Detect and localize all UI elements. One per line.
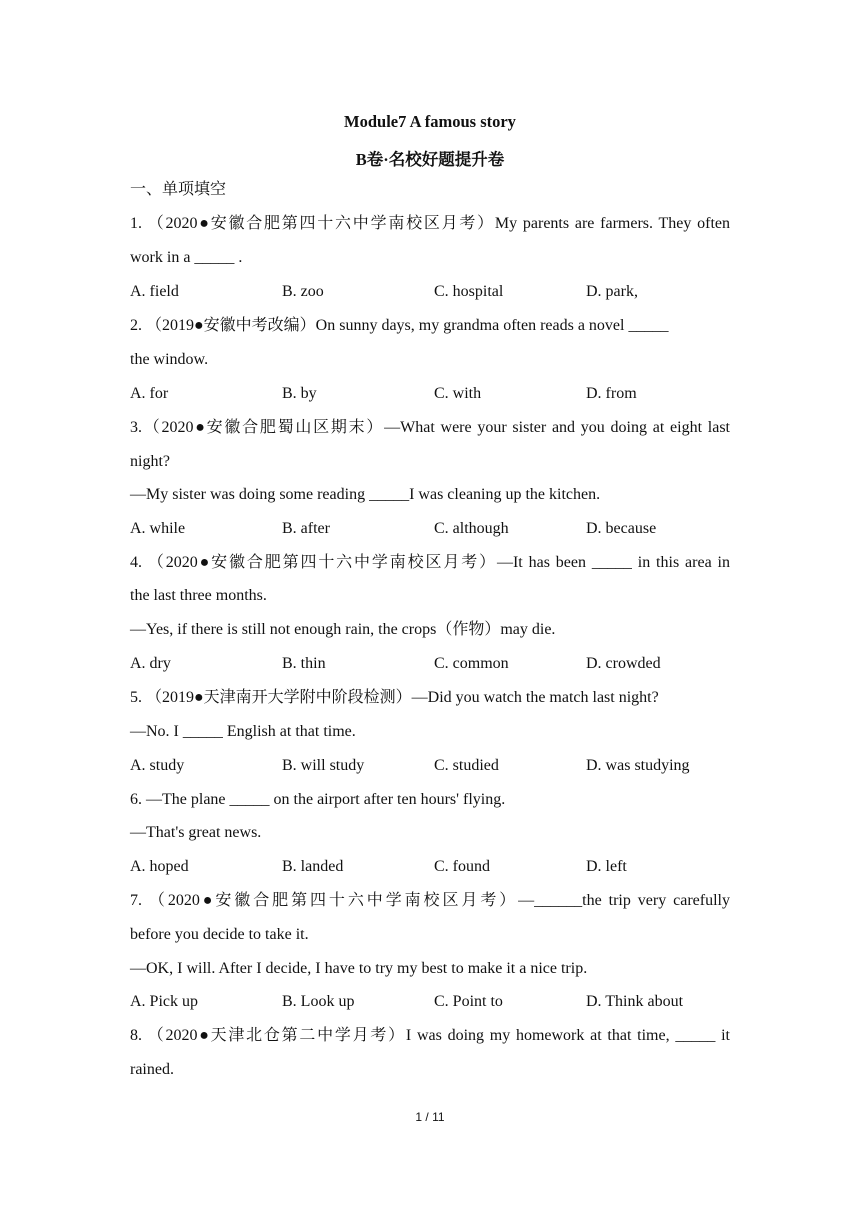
option-c: C. hospital [434, 283, 504, 300]
option-b: B. thin [282, 655, 326, 672]
question-4-options [130, 654, 750, 674]
section-heading: 一、单项填空 [130, 181, 227, 198]
question-3-options [130, 519, 750, 539]
question-6-stem-line-2: —That's great news. [130, 824, 262, 841]
question-4-stem-line-3: —Yes, if there is still not enough rain, the crops（作物）may die. [130, 621, 556, 638]
question-8-stem-line-1: 8. （2020●天津北仓第二中学月考）I was doing my homework at that time, _____ it [130, 1027, 730, 1044]
question-2-options [130, 384, 750, 404]
document-subtitle: B卷·名校好题提升卷 [355, 150, 505, 169]
question-5-stem-line-1: 5. （2019●天津南开大学附中阶段检测）—Did you watch the match last night? [130, 689, 659, 706]
option-a: A. field [130, 283, 179, 300]
option-c: C. although [434, 520, 509, 537]
option-c: C. studied [434, 757, 499, 774]
document-title: Module7 A famous story [344, 112, 516, 131]
question-7-stem-line-2: before you decide to take it. [130, 926, 309, 943]
question-2-stem-line-1: 2. （2019●安徽中考改编）On sunny days, my grandma often reads a novel _____ [130, 317, 669, 334]
question-2-stem-line-2: the window. [130, 351, 209, 368]
option-d: D. left [586, 858, 627, 875]
question-3-stem-line-1: 3.（2020●安徽合肥蜀山区期末）—What were your sister and you doing at eight last [130, 419, 730, 436]
question-7-stem-line-1: 7. （2020●安徽合肥第四十六中学南校区月考）—______the trip very carefully [130, 892, 730, 909]
question-6-stem-line-1: 6. —The plane _____ on the airport after ten hours' flying. [130, 791, 506, 808]
option-c: C. common [434, 655, 509, 672]
option-a: A. study [130, 757, 185, 774]
option-b: B. by [282, 385, 317, 402]
option-b: B. zoo [282, 283, 324, 300]
option-a: A. dry [130, 655, 171, 672]
question-3-stem-line-2: night? [130, 453, 170, 470]
question-1-stem-line-1: 1. （2020●安徽合肥第四十六中学南校区月考）My parents are farmers. They often [130, 215, 730, 232]
question-1-stem-line-2: work in a _____ . [130, 249, 243, 266]
option-d: D. park, [586, 283, 638, 300]
option-d: D. was studying [586, 757, 690, 774]
option-d: D. from [586, 385, 637, 402]
option-a: A. while [130, 520, 186, 537]
option-c: C. with [434, 385, 482, 402]
option-a: A. for [130, 385, 169, 402]
option-d: D. because [586, 520, 657, 537]
question-3-stem-line-3: —My sister was doing some reading _____I was cleaning up the kitchen. [130, 486, 601, 503]
option-d: D. Think about [586, 993, 684, 1010]
option-a: A. Pick up [130, 993, 198, 1010]
option-b: B. Look up [282, 993, 355, 1010]
option-c: C. Point to [434, 993, 503, 1010]
question-1-options [130, 282, 750, 302]
option-b: B. will study [282, 757, 365, 774]
question-7-stem-line-3: —OK, I will. After I decide, I have to try my best to make it a nice trip. [130, 960, 588, 977]
question-4-stem-line-2: the last three months. [130, 587, 267, 604]
question-8-stem-line-2: rained. [130, 1061, 174, 1078]
option-b: B. landed [282, 858, 344, 875]
option-b: B. after [282, 520, 330, 537]
page-number: 1 / 11 [415, 1110, 445, 1124]
option-c: C. found [434, 858, 490, 875]
question-5-options [130, 756, 750, 776]
question-5-stem-line-2: —No. I _____ English at that time. [130, 723, 356, 740]
option-d: D. crowded [586, 655, 661, 672]
question-6-options [130, 857, 750, 877]
question-7-options [130, 992, 750, 1012]
question-4-stem-line-1: 4. （2020●安徽合肥第四十六中学南校区月考）—It has been _____ in this area in [130, 554, 730, 571]
option-a: A. hoped [130, 858, 189, 875]
